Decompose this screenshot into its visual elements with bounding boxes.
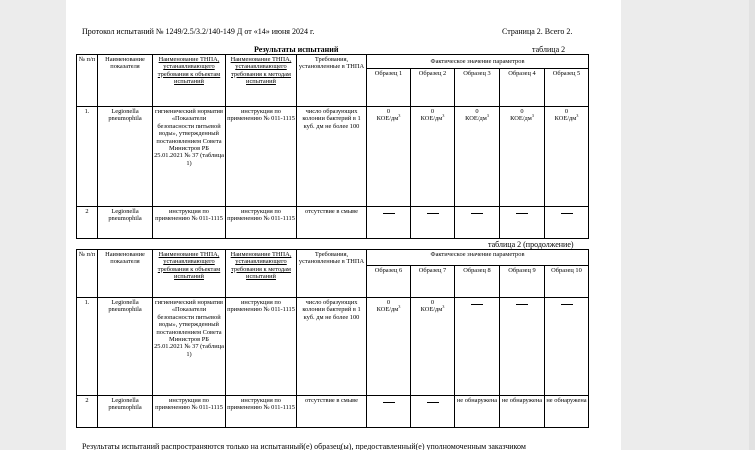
- row-req: отсутствие в смыве: [297, 396, 367, 428]
- value-cell: 0 КОЕ/$дм^3$: [411, 107, 455, 207]
- col-fact-header: Фактическое значение параметров: [367, 250, 589, 266]
- sample-header: Образец 4: [500, 69, 545, 107]
- row-req: число образующих колонии бактерий в 1 куб. дм не более 100: [297, 298, 367, 396]
- page-counter: Страница 2. Всего 2.: [502, 27, 573, 36]
- section-title: Результаты испытаний: [254, 45, 339, 54]
- row-req: число образующих колонии бактерий в 1 куб. дм не более 100: [297, 107, 367, 207]
- row-indicator: Legionella pneumophila: [98, 107, 153, 207]
- col-tnpa-method-text: Наименование ТНПА, устанавливающего требования к методам испытаний: [230, 251, 292, 281]
- table1-caption: таблица 2: [532, 45, 566, 54]
- row-tnpa-req: инструкция по применению № 011-1115: [153, 207, 226, 239]
- value-cell: 0 КОЕ/$дм^3$: [455, 107, 500, 207]
- col-req-header: Требования, установленные в ТНПА: [297, 55, 367, 107]
- dash-cell: [411, 207, 455, 239]
- row-tnpa-method: инструкция по применению № 011-1115: [226, 107, 297, 207]
- table2-caption: таблица 2 (продолжение): [488, 240, 574, 249]
- col-fact-header: Фактическое значение параметров: [367, 55, 589, 69]
- col-num-header: № п/п: [77, 55, 98, 107]
- col-tnpa-method-header: [226, 250, 297, 298]
- dash-cell: [367, 207, 411, 239]
- footer-note: Результаты испытаний распространяются только на испытанный(е) образец(ы), предоставленный(е) уполномоченным заказчиком: [82, 442, 526, 450]
- col-indicator-header: Наименование показателя: [98, 55, 153, 107]
- not-found-cell: не обнаружена: [545, 396, 589, 428]
- col-req-header: Требования, установленные в ТНПА: [297, 250, 367, 298]
- row-tnpa-req: инструкция по применению № 011-1115: [153, 396, 226, 428]
- document-page: [66, 0, 621, 450]
- col-tnpa-method-header: [226, 55, 297, 107]
- value-cell: 0 КОЕ/$дм^3$: [500, 107, 545, 207]
- dash-cell: [545, 298, 589, 396]
- dash-cell: [545, 207, 589, 239]
- col-tnpa-req-text: Наименование ТНПА, устанавливающего требования к объектам испытаний: [157, 251, 221, 281]
- not-found-cell: не обнаружена: [500, 396, 545, 428]
- sample-header: Образец 6: [367, 266, 411, 298]
- col-tnpa-method-text: Наименование ТНПА, устанавливающего требования к методам испытаний: [230, 56, 292, 86]
- value-cell: 0 КОЕ/$дм^3$: [411, 298, 455, 396]
- value-cell: 0 КОЕ/$дм^3$: [367, 107, 411, 207]
- results-table-2: [76, 249, 589, 428]
- row-req: отсутствие в смыве: [297, 207, 367, 239]
- value-cell: 0 КОЕ/$дм^3$: [545, 107, 589, 207]
- row-tnpa-method: инструкция по применению № 011-1115: [226, 396, 297, 428]
- sample-header: Образец 9: [500, 266, 545, 298]
- row-tnpa-method: инструкция по применению № 011-1115: [226, 298, 297, 396]
- dash-cell: [455, 298, 500, 396]
- sample-header: Образец 1: [367, 69, 411, 107]
- col-indicator-header: Наименование показателя: [98, 250, 153, 298]
- not-found-cell: не обнаружена: [455, 396, 500, 428]
- value-cell: 0 КОЕ/$дм^3$: [367, 298, 411, 396]
- sample-header: Образец 2: [411, 69, 455, 107]
- protocol-header: Протокол испытаний № 1249/2.5/3.2/140-149 Д от «14» июня 2024 г.: [82, 27, 315, 36]
- row-tnpa-req: гигиенический норматив «Показатели безопасности питьевой воды», утвержденный постановлением Совета Министров РБ 25.01.2021 № 37 (таблица 1): [153, 298, 226, 396]
- row-num: 2: [77, 207, 98, 239]
- col-tnpa-req-text: Наименование ТНПА, устанавливающего требования к объектам испытаний: [157, 56, 221, 86]
- dash-cell: [455, 207, 500, 239]
- sample-header: Образец 10: [545, 266, 589, 298]
- row-indicator: Legionella pneumophila: [98, 396, 153, 428]
- sample-header: Образец 8: [455, 266, 500, 298]
- vertical-scrollbar[interactable]: [749, 0, 755, 450]
- row-num: 2: [77, 396, 98, 428]
- sample-header: Образец 5: [545, 69, 589, 107]
- row-indicator: Legionella pneumophila: [98, 298, 153, 396]
- col-tnpa-req-header: [153, 250, 226, 298]
- dash-cell: [411, 396, 455, 428]
- row-tnpa-method: инструкция по применению № 011-1115: [226, 207, 297, 239]
- col-tnpa-req-header: [153, 55, 226, 107]
- dash-cell: [500, 298, 545, 396]
- sample-header: Образец 3: [455, 69, 500, 107]
- sample-header: Образец 7: [411, 266, 455, 298]
- results-table-1: [76, 54, 589, 239]
- dash-cell: [500, 207, 545, 239]
- row-num: 1.: [77, 298, 98, 396]
- row-num: 1.: [77, 107, 98, 207]
- col-num-header: № п/п: [77, 250, 98, 298]
- dash-cell: [367, 396, 411, 428]
- row-tnpa-req: гигиенический норматив «Показатели безопасности питьевой воды», утвержденный постановлением Совета Министров РБ 25.01.2021 № 37 (таблица 1): [153, 107, 226, 207]
- row-indicator: Legionella pneumophila: [98, 207, 153, 239]
